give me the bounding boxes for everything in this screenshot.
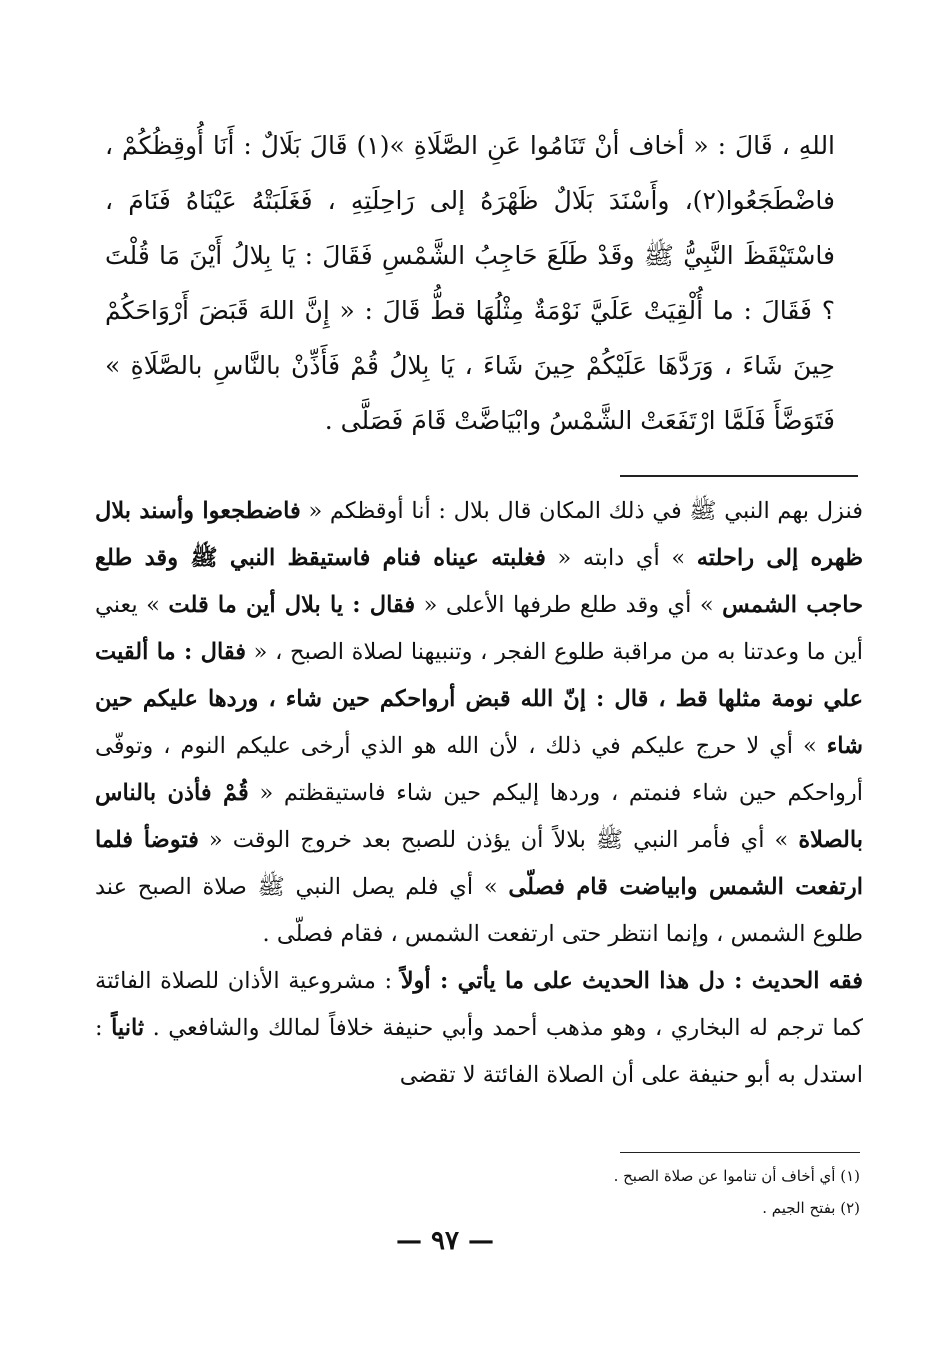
commentary-segment: » أي فأمر النبي ﷺ بلالاً أن يؤذن للصبح بعد خروج الوقت « [198, 827, 799, 853]
quoted-hadith-segment: فاضطجعوا وأسند بلال ظهره إلى راحلته [95, 498, 863, 571]
quoted-hadith-segment: فقال : يا بلال أين ما قلت [168, 592, 416, 618]
commentary-segment: : مشروعية الأذان للصلاة الفائتة كما ترجم له البخاري ، وهو مذهب أحمد وأبي حنيفة خلافاً لمالك والشافعي . [95, 968, 863, 1041]
commentary-segment: » أي لا حرج عليكم في ذلك ، لأن الله هو الذي أرخى عليكم النوم ، وتوفّى أرواحكم حين شاء فنمتم ، وردها إليكم حين شاء فاستيقظتم « [95, 733, 864, 806]
quoted-hadith-segment: فتوضأ فلما ارتفعت الشمس وابياضت قام فصلّى [95, 827, 864, 900]
point-heading: ثانياً [111, 1015, 145, 1041]
commentary-segment: فنزل بهم النبي ﷺ في ذلك المكان قال بلال : أنا أوقظكم « [300, 498, 863, 524]
section-divider [620, 475, 858, 477]
fiqh-heading: فقه الحديث : دل هذا الحديث على ما يأتي : أولاً [400, 968, 864, 994]
commentary-block [95, 488, 863, 1099]
footnote-1: (١) أي أخاف أن تناموا عن صلاة الصبح . [613, 1167, 860, 1185]
hadith-text-block [105, 118, 835, 448]
commentary-paragraph-1 [95, 488, 863, 958]
page-number: — ٩٧ — [395, 1226, 495, 1256]
footnotes [300, 1160, 860, 1224]
quoted-hadith-segment: فغلبته عيناه فنام فاستيقظ النبي ﷺ وقد طلع حاجب الشمس [95, 545, 863, 618]
commentary-segment: » أي وقد طلع طرفها الأعلى « [415, 592, 723, 618]
commentary-segment: » يعني أين ما وعدتنا به من مراقبة طلوع الفجر ، وتنبيهنا لصلاة الصبح ، « [95, 592, 863, 665]
footnote-divider [620, 1152, 860, 1153]
commentary-segment: : استدل به أبو حنيفة على أن الصلاة الفائتة لا تقضى [95, 1015, 863, 1088]
commentary-paragraph-2 [95, 958, 863, 1099]
quoted-hadith-segment: فقال : ما ألقيت علي نومة مثلها قط ، قال : إنّ الله قبض أرواحكم حين شاء ، وردها عليكم حين شاء [95, 639, 863, 759]
commentary-segment: » أي فلم يصل النبي ﷺ صلاة الصبح عند طلوع الشمس ، وإنما انتظر حتى ارتفعت الشمس ، فقام فصلّى . [95, 874, 863, 947]
footnote-2: (٢) بفتح الجيم . [762, 1199, 860, 1217]
commentary-segment: » أي دابته « [545, 545, 697, 571]
quoted-hadith-segment: قُمْ فأذن بالناس بالصلاة [95, 780, 864, 853]
hadith-paragraph: اللهِ ، قَالَ : « أخاف أنْ تَنَامُوا عَنِ الصَّلَاةِ »(١) قَالَ بَلَالٌ : أَنَا أُوقِظُكُمْ ، فاضْطَجَعُوا(٢)، وأَسْنَدَ بَلَالٌ ظَهْرَهُ إلى رَاحِلَتِهِ ، فَغَلَبَتْهُ عَيْنَاهُ فَنَامَ ، فاسْتَيْقَظَ النَّبِيُّ ﷺ وقَدْ طَلَعَ حَاجِبُ الشَّمْسِ فَقَالَ : يَا بِلالُ أَيْنَ مَا قُلْتَ ؟ فَقَالَ : ما أُلْقِيَتْ عَلَيَّ نَوْمَةٌ مِثْلُهَا قطُّ قَالَ : « إِنَّ اللهَ قَبَضَ أَرْوَاحَكُمْ حِينَ شَاءَ ، وَرَدَّهَا عَلَيْكُمْ حِينَ شَاءَ ، يَا بِلالُ قُمْ فَأَذِّنْ بالنَّاسِ بالصَّلَاةِ » فَتَوَضَّأَ فَلَمَّا ارْتَفَعَتْ الشَّمْسُ وابْيَاضَّتْ قَامَ فَصَلَّى . [105, 131, 836, 435]
